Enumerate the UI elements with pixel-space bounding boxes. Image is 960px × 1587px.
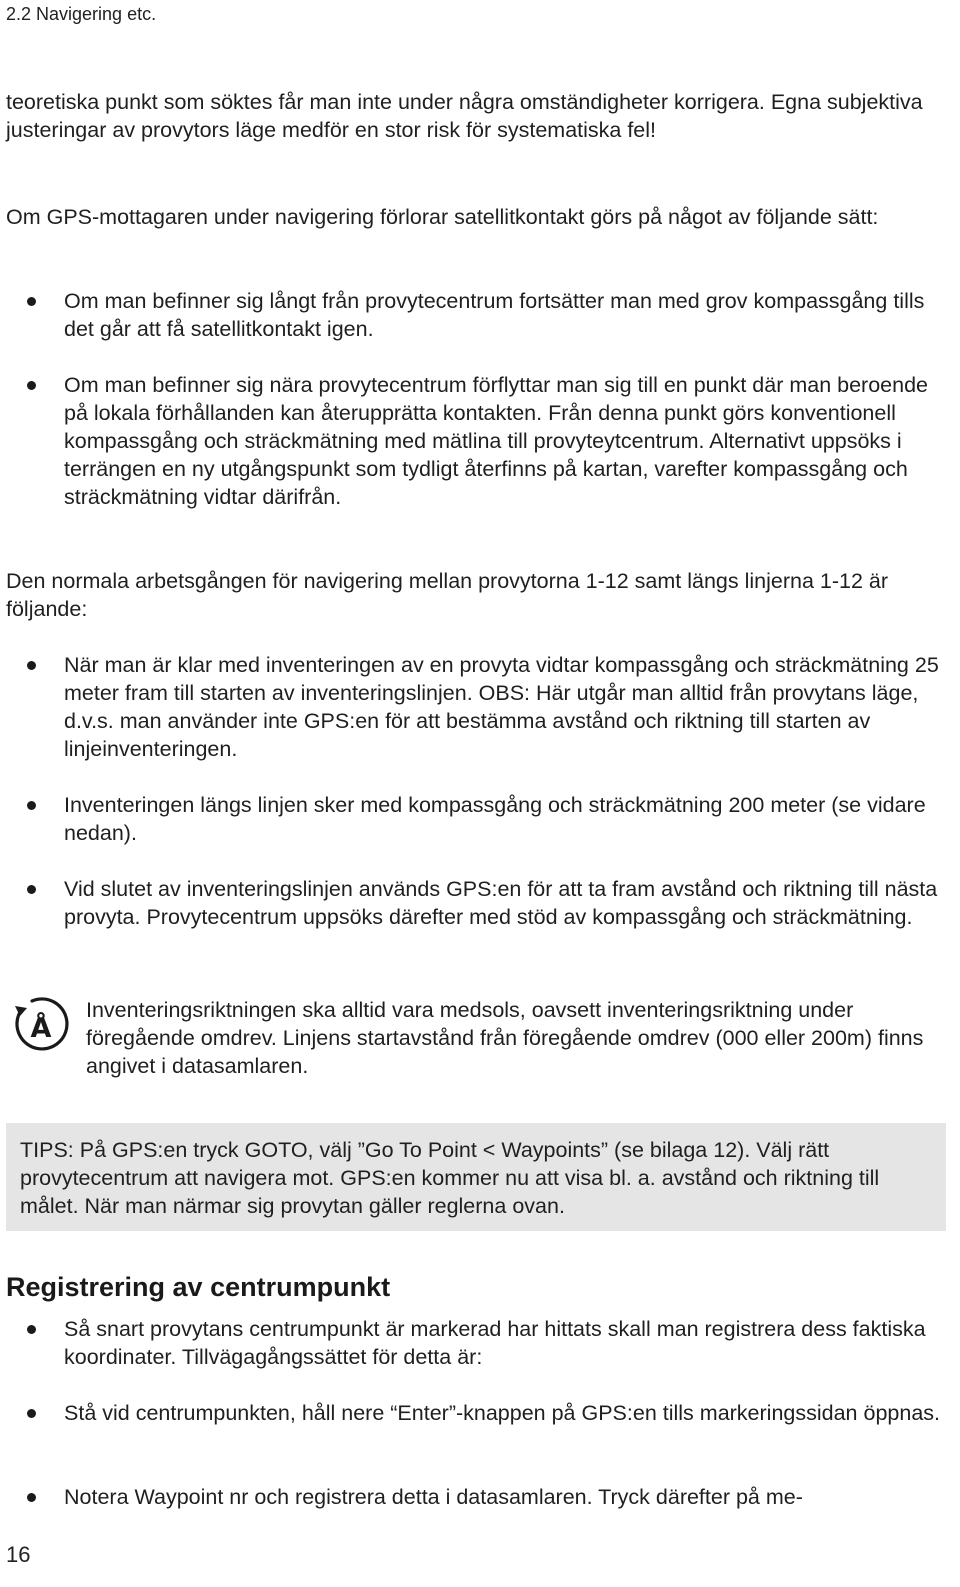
bullet-icon bbox=[27, 297, 36, 306]
bullet-icon bbox=[27, 801, 36, 810]
list-item-text: När man är klar med inventeringen av en provyta vidtar kompassgång och sträckmätning 25 meter fram till starten av inventeringslinjen. OBS: Här utgår man alltid från provytans läge, d.v.s. man använder inte GPS:en för att bestämma avstånd och riktning till starten av linjeinventeringen. bbox=[64, 653, 939, 761]
list-item-text: Så snart provytans centrumpunkt är markerad har hittats skall man registrera dess faktiska koordinater. Tillvägagångssättet för detta är: bbox=[64, 1317, 926, 1369]
gps-loss-paragraph: Om GPS-mottagaren under navigering förlorar satellitkontakt görs på något av följande sätt: bbox=[6, 205, 879, 229]
list-item-text: Om man befinner sig nära provytecentrum förflyttar man sig till en punkt där man beroende på lokala förhållanden kan återupprätta kontakten. Från denna punkt görs konventionell kompassgång och sträckmätning med mätlina till provyteytcentrum. Alternativt uppsöks i terrängen en ny utgångspunkt som tydligt återfinns på kartan, varefter kompassgång och sträckmätning vidtar därifrån. bbox=[64, 373, 928, 509]
list-item-text: Om man befinner sig långt från provytecentrum fortsätter man med grov kompassgång tills det går att få satellitkontakt igen. bbox=[64, 289, 925, 341]
bullet-icon bbox=[27, 1409, 36, 1418]
bullet-icon bbox=[27, 1493, 36, 1502]
bullet-icon bbox=[27, 885, 36, 894]
intro-paragraph: teoretiska punkt som söktes får man inte under några omständigheter korrigera. Egna subjektiva justeringar av provytors läge medför en stor risk för systematiska fel! bbox=[6, 90, 923, 142]
bullet-icon bbox=[27, 1325, 36, 1334]
list-item-text: Notera Waypoint nr och registrera detta i datasamlaren. Tryck därefter på me- bbox=[64, 1485, 803, 1509]
list-item-text: Vid slutet av inventeringslinjen används GPS:en för att ta fram avstånd och riktning till nästa provyta. Provytecentrum uppsöks därefter med stöd av kompassgång och sträckmätning. bbox=[64, 877, 938, 929]
page-number: 16 bbox=[6, 1542, 31, 1567]
note-text: Inventeringsriktningen ska alltid vara medsols, oavsett inventeringsriktning under föregående omdrev. Linjens startavstånd från föregående omdrev (000 eller 200m) finns angivet i datasamlaren. bbox=[86, 998, 924, 1078]
bullet-icon bbox=[27, 661, 36, 670]
tips-box bbox=[6, 1123, 946, 1231]
workflow-paragraph: Den normala arbetsgången för navigering mellan provytorna 1-12 samt längs linjerna 1-12 är följande: bbox=[6, 569, 888, 621]
running-header: 2.2 Navigering etc. bbox=[6, 4, 157, 24]
icon-letter: Å bbox=[30, 1013, 52, 1044]
section-heading: Registrering av centrumpunkt bbox=[6, 1272, 391, 1302]
list-item-text: Inventeringen längs linjen sker med kompassgång och sträckmätning 200 meter (se vidare nedan). bbox=[64, 793, 926, 845]
bullet-icon bbox=[27, 381, 36, 390]
tips-text: TIPS: På GPS:en tryck GOTO, välj ”Go To Point < Waypoints” (se bilaga 12). Välj rätt provytecentrum att navigera mot. GPS:en kommer nu att visa bl. a. avstånd och riktning till målet. När man närmar sig provytan gäller reglerna ovan. bbox=[20, 1138, 880, 1218]
clockwise-a-icon bbox=[12, 995, 70, 1053]
list-item-text: Stå vid centrumpunkten, håll nere “Enter”-knappen på GPS:en tills markeringssidan öppnas. bbox=[64, 1401, 940, 1425]
